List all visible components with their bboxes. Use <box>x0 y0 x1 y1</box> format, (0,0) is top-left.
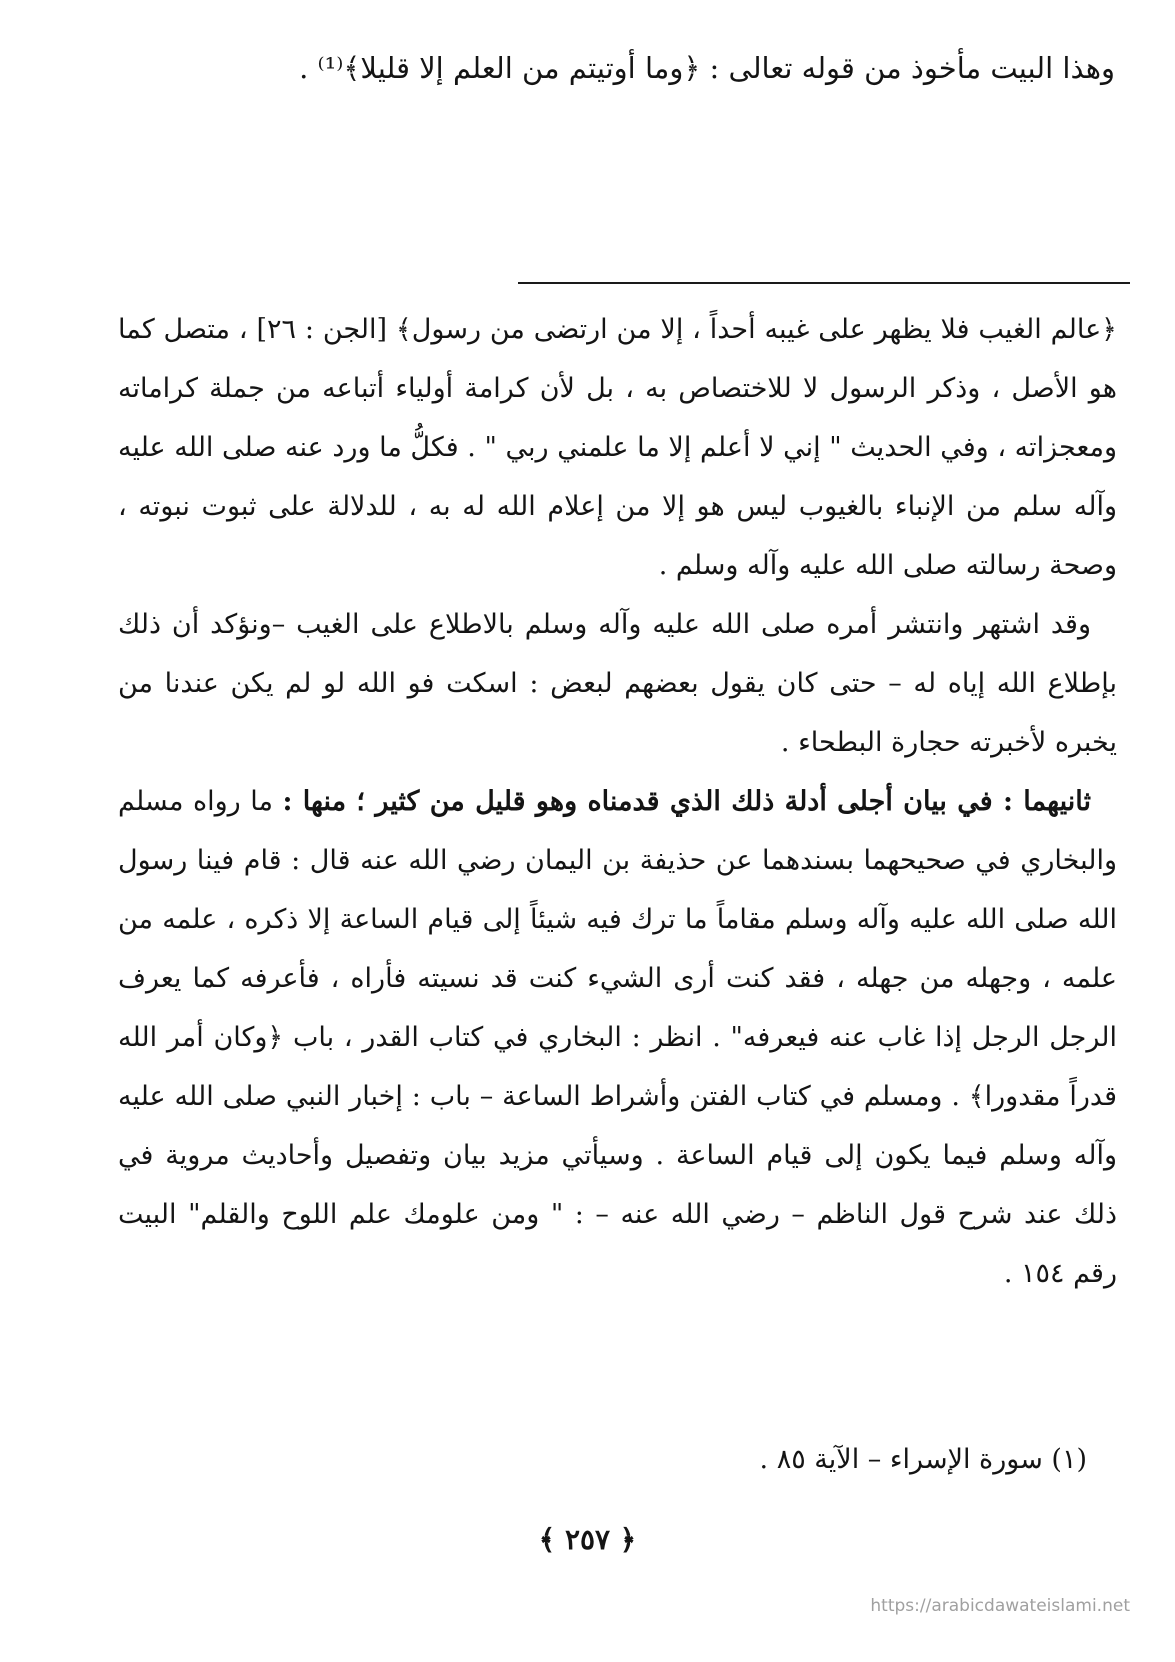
page-number: ﴿ ٢٥٧ ﴾ <box>538 1523 637 1556</box>
source-watermark: https://arabicdawateislami.net <box>870 1596 1130 1616</box>
footnote-paragraph-1: ﴿عالم الغيب فلا يظهر على غيبه أحداً ، إلا من ارتضى من رسول﴾ [الجن : ٢٦] ، متصل كما هو الأصل ، وذكر الرسول لا للاختصاص به ، بل لأن كرامة أولياء أتباعه من جملة كراماته ومعجزاته ، وفي الحديث " إني لا أعلم إلا ما علمني ربي " . فكلُّ ما ورد عنه صلى الله عليه وآله سلم من الإنباء بالغيوب ليس هو إلا من إعلام الله له به ، للدلالة على ثبوت نبوته ، وصحة رسالته صلى الله عليه وآله وسلم . <box>118 314 1117 581</box>
footnote-paragraph-2: وقد اشتهر وانتشر أمره صلى الله عليه وآله وسلم بالاطلاع على الغيب –ونؤكد أن ذلك بإطلاع الله إياه له – حتى كان يقول بعضهم لبعض : اسكت فو الله لو لم يكن عندنا من يخبره لأخبرته حجارة البطحاء . <box>118 609 1117 758</box>
main-text-line: وهذا البيت مأخوذ من قوله تعالى : ﴿وما أوتيتم من العلم إلا قليلا﴾⁽¹⁾ . <box>299 51 1115 85</box>
footnote-paragraph-3-lead: ثانيهما : في بيان أجلى أدلة ذلك الذي قدمناه وهو قليل من كثير ؛ منها : <box>282 786 1091 817</box>
footnote-paragraph-3 <box>118 772 1117 1303</box>
footnote-divider <box>518 282 1130 284</box>
footnote-body <box>118 300 1117 1303</box>
footnote-paragraph-3-text: ما رواه مسلم والبخاري في صحيحهما بسندهما عن حذيفة بن اليمان رضي الله عنه قال : قام فينا رسول الله صلى الله عليه وآله وسلم مقاماً ما ترك فيه شيئاً إلى قيام الساعة إلا ذكره ، علمه من علمه ، وجهله من جهله ، فقد كنت أرى الشيء كنت قد نسيته فأراه ، فأعرفه كما يعرف الرجل الرجل إذا غاب عنه فيعرفه" . انظر : البخاري في كتاب القدر ، باب ﴿وكان أمر الله قدراً مقدورا﴾ . ومسلم في كتاب الفتن وأشراط الساعة – باب : إخبار النبي صلى الله عليه وآله وسلم فيما يكون إلى قيام الساعة . وسيأتي مزيد بيان وتفصيل وأحاديث مروية في ذلك عند شرح قول الناظم – رضي الله عنه – : " ومن علومك علم اللوح والقلم" البيت رقم ١٥٤ . <box>118 786 1117 1289</box>
footnote-reference-text: (١) سورة الإسراء – الآية ٨٥ . <box>759 1444 1087 1475</box>
